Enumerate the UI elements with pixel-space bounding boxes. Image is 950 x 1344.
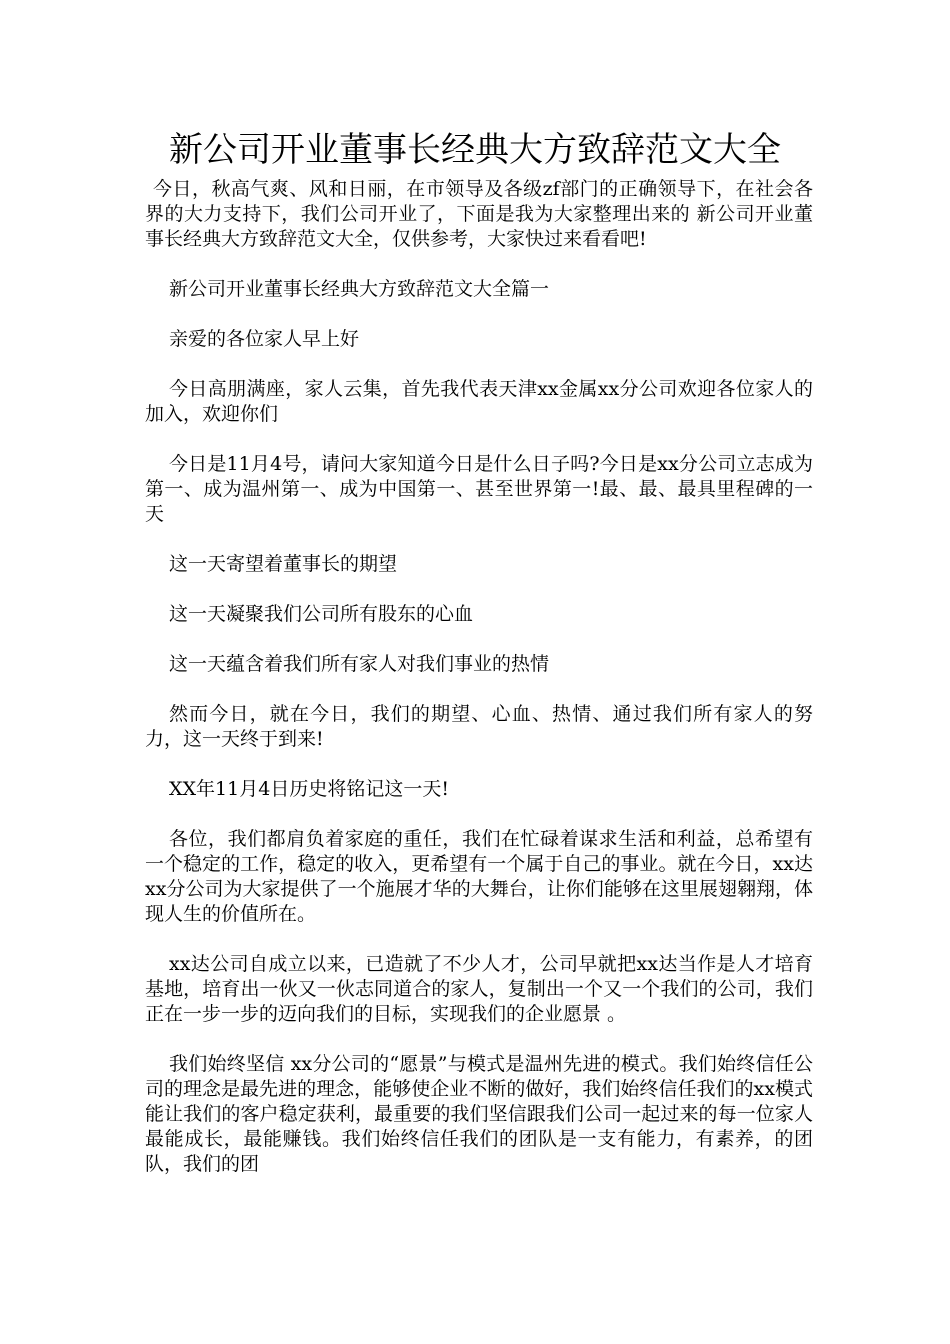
paragraph-greeting: 亲爱的各位家人早上好: [169, 328, 360, 350]
paragraph: 这一天寄望着董事长的期望: [169, 553, 398, 575]
paragraph: 这一天凝聚我们公司所有股东的心血: [169, 603, 474, 625]
paragraph: 我们始终坚信 xx分公司的“愿景”与模式是温州先进的模式。我们始终信任公司的理念是最先进的理念，能够使企业不断的做好，我们始终信任我们的xx模式能让我们的客户稳定获利，最重要的我们坚信跟我们公司一起过来的每一位家人最能成长，最能赚钱。我们始终信任我们的团队是一支有能力，有素养，的团队，我们的团: [145, 1053, 813, 1175]
document-body: [145, 177, 813, 1202]
paragraph-section-heading: 新公司开业董事长经典大方致辞范文大全篇一: [169, 278, 550, 300]
page-title: 新公司开业董事长经典大方致辞范文大全: [169, 130, 781, 170]
paragraph: 然而今日，就在今日，我们的期望、心血、热情、通过我们所有家人的努力，这一天终于到来!: [145, 703, 813, 750]
paragraph-intro: 今日，秋高气爽、风和日丽，在市领导及各级zf部门的正确领导下，在社会各界的大力支持下，我们公司开业了，下面是我为大家整理出来的 新公司开业董事长经典大方致辞范文大全，仅供参考，大家快过来看看吧!: [145, 178, 813, 250]
paragraph: 这一天蕴含着我们所有家人对我们事业的热情: [169, 653, 550, 675]
paragraph: 今日是11月4号，请问大家知道今日是什么日子吗?今日是xx分公司立志成为第一、成为温州第一、成为中国第一、甚至世界第一!最、最、最具里程碑的一天: [145, 453, 813, 525]
paragraph: 今日高朋满座，家人云集，首先我代表天津xx金属xx分公司欢迎各位家人的加入，欢迎你们: [145, 378, 813, 425]
paragraph: xx达公司自成立以来，已造就了不少人才，公司早就把xx达当作是人才培育基地，培育出一伙又一伙志同道合的家人，复制出一个又一个我们的公司，我们正在一步一步的迈向我们的目标，实现我们的企业愿景 。: [145, 953, 813, 1025]
paragraph: 各位，我们都肩负着家庭的重任，我们在忙碌着谋求生活和利益，总希望有一个稳定的工作，稳定的收入，更希望有一个属于自己的事业。就在今日，xx达xx分公司为大家提供了一个施展才华的大舞台，让你们能够在这里展翅翱翔，体现人生的价值所在。: [145, 828, 813, 925]
paragraph: XX年11月4日历史将铭记这一天!: [169, 778, 449, 800]
